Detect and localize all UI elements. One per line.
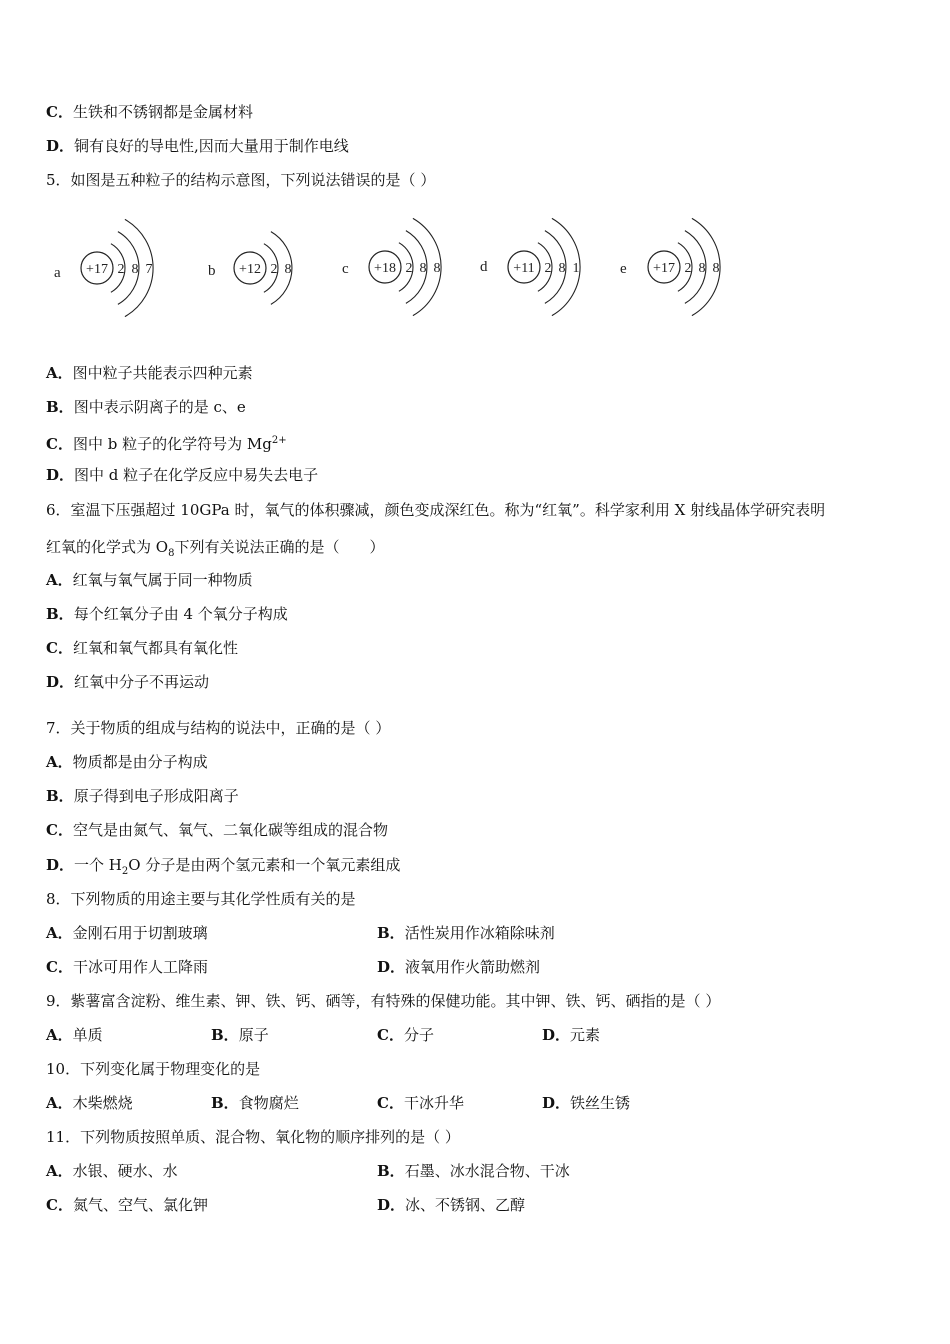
q4-option-c — [46, 102, 253, 122]
option-text: 单质 — [72, 1026, 103, 1044]
option-text: 食物腐烂 — [238, 1094, 299, 1112]
q6-option-c — [46, 638, 238, 658]
shell-electron-count: 1 — [572, 261, 580, 276]
option-label: C． — [46, 958, 73, 976]
option-label: D． — [377, 1196, 406, 1214]
option-label: D． — [542, 1026, 571, 1044]
option-text: 干冰升华 — [403, 1094, 464, 1112]
option-label: A． — [46, 924, 73, 942]
q8-option-c — [46, 957, 208, 977]
q8-option-a — [46, 923, 208, 943]
q10-option-c — [377, 1093, 464, 1113]
q10-option-b — [211, 1093, 299, 1113]
option-label: B． — [46, 787, 74, 805]
option-label: C． — [46, 1196, 73, 1214]
q8-option-d — [377, 957, 540, 977]
q6-stem-line1: 6．室温下压强超过 10GPa 时，氧气的体积骤减，颜色变成深红色。称为“红氧”。科学家利用 X 射线晶体学研究表明 — [46, 501, 826, 519]
option-text: 铜有良好的导电性,因而大量用于制作电线 — [74, 137, 349, 155]
atom-d — [480, 218, 580, 315]
option-text: 红氧和氧气都具有氧化性 — [72, 639, 238, 657]
option-text: 物质都是由分子构成 — [72, 753, 208, 771]
option-label: A． — [46, 753, 73, 771]
atom-letter: e — [620, 261, 627, 277]
option-text: 图中表示阴离子的是 c、e — [73, 398, 246, 416]
q6-stem-line2 — [46, 537, 384, 564]
option-label: C． — [46, 103, 73, 121]
option-label: B． — [46, 605, 74, 623]
option-text: O 分子是由两个氢元素和一个氧元素组成 — [128, 856, 401, 874]
atom-a — [54, 219, 153, 316]
option-label: A． — [46, 571, 73, 589]
option-text: 石墨、冰水混合物、干冰 — [404, 1162, 570, 1180]
option-text: 原子得到电子形成阳离子 — [73, 787, 239, 805]
formula-subscript: 2 — [121, 866, 129, 877]
nucleus-charge: +12 — [239, 262, 261, 277]
q9-option-d — [542, 1025, 600, 1045]
option-text: 冰、不锈钢、乙醇 — [405, 1196, 526, 1214]
option-label: D． — [46, 673, 75, 691]
q7-option-c — [46, 820, 388, 840]
shell-electron-count: 8 — [712, 261, 720, 276]
shell-electron-count: 8 — [284, 262, 292, 277]
q11-stem: 11．下列物质按照单质、混合物、氧化物的顺序排列的是（ ） — [46, 1128, 460, 1146]
option-label: C． — [377, 1026, 404, 1044]
option-label: A． — [46, 364, 73, 382]
q9-stem: 9．紫薯富含淀粉、维生素、钾、铁、钙、硒等，有特殊的保健功能。其中钾、铁、钙、硒指的是（ ） — [46, 992, 721, 1010]
option-label: D． — [542, 1094, 571, 1112]
q6-option-b — [46, 604, 288, 624]
q4-option-d — [46, 136, 349, 156]
q5-option-c — [46, 431, 287, 454]
atom-b — [208, 232, 292, 305]
q10-option-a — [46, 1093, 133, 1113]
option-text: 空气是由氮气、氧气、二氧化碳等组成的混合物 — [72, 821, 388, 839]
option-label: C． — [377, 1094, 404, 1112]
option-text: 原子 — [238, 1026, 269, 1044]
option-text: 铁丝生锈 — [570, 1094, 631, 1112]
q5-stem: 5．如图是五种粒子的结构示意图，下列说法错误的是（ ） — [46, 171, 436, 189]
option-label: C． — [46, 435, 73, 453]
q6-option-a — [46, 570, 253, 590]
shell-electron-count: 2 — [544, 261, 552, 276]
nucleus-charge: +17 — [86, 262, 108, 277]
option-label: A． — [46, 1026, 73, 1044]
option-label: B． — [211, 1094, 239, 1112]
option-text: 干冰可用作人工降雨 — [72, 958, 208, 976]
option-text: 图中粒子共能表示四种元素 — [72, 364, 253, 382]
q6-stem-part: 红氧的化学式为 O — [46, 538, 169, 556]
q9-option-a — [46, 1025, 103, 1045]
q8-option-b — [377, 923, 555, 943]
q7-option-d — [46, 855, 400, 882]
q9-option-b — [211, 1025, 269, 1045]
option-text: 分子 — [403, 1026, 434, 1044]
q5-option-d — [46, 465, 318, 485]
q11-option-b — [377, 1161, 570, 1181]
q7-stem: 7．关于物质的组成与结构的说法中，正确的是（ ） — [46, 719, 391, 737]
option-text: 液氧用作火箭助燃剂 — [405, 958, 541, 976]
option-text: 图中 d 粒子在化学反应中易失去电子 — [74, 466, 319, 484]
shell-electron-count: 2 — [117, 262, 125, 277]
option-text: 生铁和不锈钢都是金属材料 — [72, 103, 253, 121]
q11-option-c — [46, 1195, 208, 1215]
q11-option-d — [377, 1195, 525, 1215]
shell-electron-count: 8 — [131, 262, 139, 277]
option-text: 木柴燃烧 — [72, 1094, 133, 1112]
shell-electron-count: 2 — [270, 262, 278, 277]
option-label: A． — [46, 1162, 73, 1180]
atom-letter: a — [54, 265, 61, 281]
nucleus-charge: +18 — [374, 261, 396, 276]
shell-electron-count: 2 — [684, 261, 692, 276]
q7-option-a — [46, 752, 208, 772]
q9-option-c — [377, 1025, 434, 1045]
option-text: 水银、硬水、水 — [72, 1162, 178, 1180]
shell-electron-count: 8 — [558, 261, 566, 276]
shell-electron-count: 8 — [698, 261, 706, 276]
shell-electron-count: 8 — [419, 261, 427, 276]
atom-letter: c — [342, 261, 349, 277]
shell-electron-count: 7 — [145, 262, 153, 277]
formula-subscript: 8 — [168, 548, 175, 559]
option-text: 图中 b 粒子的化学符号为 Mg — [72, 435, 272, 453]
option-text: 每个红氧分子由 4 个氧分子构成 — [73, 605, 288, 623]
option-label: D． — [377, 958, 406, 976]
option-label: B． — [377, 1162, 405, 1180]
shell-electron-count: 2 — [405, 261, 413, 276]
option-text: 一个 H — [74, 856, 122, 874]
ion-charge: 2+ — [271, 435, 287, 446]
q6-option-d — [46, 672, 209, 692]
atom-e — [620, 218, 720, 315]
nucleus-charge: +17 — [653, 261, 675, 276]
option-label: B． — [211, 1026, 239, 1044]
q5-option-a — [46, 363, 253, 383]
option-label: D． — [46, 466, 75, 484]
q10-stem: 10．下列变化属于物理变化的是 — [46, 1060, 261, 1078]
option-text: 元素 — [570, 1026, 601, 1044]
shell-electron-count: 8 — [433, 261, 441, 276]
q5-option-b — [46, 397, 246, 417]
q6-stem-part: 下列有关说法正确的是（ ） — [174, 538, 385, 556]
option-text: 金刚石用于切割玻璃 — [72, 924, 208, 942]
nucleus-charge: +11 — [513, 261, 535, 276]
option-label: C． — [46, 639, 73, 657]
option-text: 红氧与氧气属于同一种物质 — [72, 571, 253, 589]
option-text: 红氧中分子不再运动 — [74, 673, 210, 691]
option-label: D． — [46, 137, 75, 155]
q11-option-a — [46, 1161, 178, 1181]
option-label: C． — [46, 821, 73, 839]
option-text: 活性炭用作冰箱除味剂 — [404, 924, 555, 942]
q10-option-d — [542, 1093, 630, 1113]
atomic-structure-diagram — [40, 205, 760, 330]
option-text: 氮气、空气、氯化钾 — [72, 1196, 208, 1214]
option-label: B． — [377, 924, 405, 942]
atom-letter: d — [480, 259, 488, 275]
option-label: D． — [46, 856, 75, 874]
option-label: B． — [46, 398, 74, 416]
atom-c — [342, 218, 441, 315]
option-label: A． — [46, 1094, 73, 1112]
q8-stem: 8．下列物质的用途主要与其化学性质有关的是 — [46, 890, 356, 908]
q7-option-b — [46, 786, 239, 806]
atom-letter: b — [208, 263, 216, 279]
